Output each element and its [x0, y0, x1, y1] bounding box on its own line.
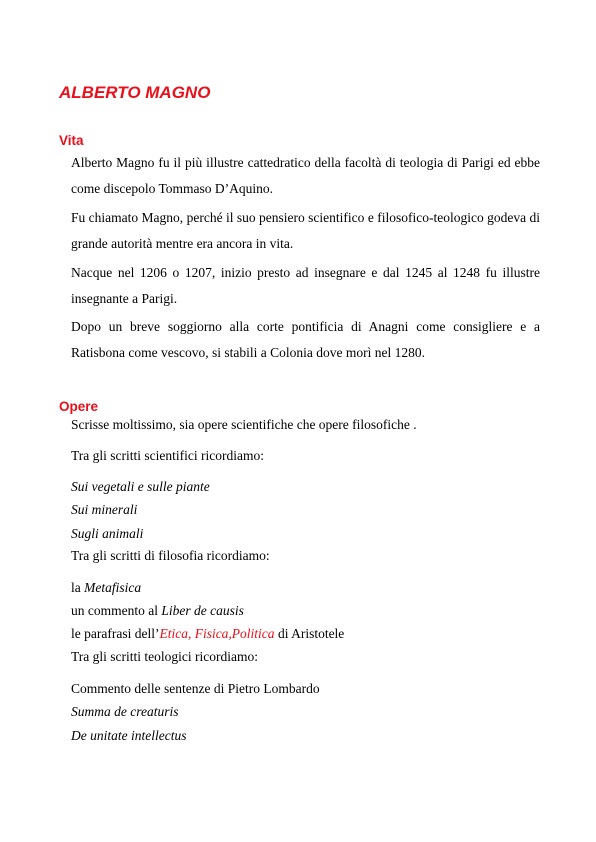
scientifici-item-1: Sui vegetali e sulle piante	[71, 479, 210, 494]
filosofia-item-1	[71, 580, 141, 596]
teologici-item-3: De unitate intellectus	[71, 728, 187, 743]
teologici-label: Tra gli scritti teologici ricordiamo:	[71, 649, 258, 664]
scientifici-item-3: Sugli animali	[71, 526, 144, 541]
opere-intro: Scrisse moltissimo, sia opere scientifiche che opere filosofiche .	[71, 417, 417, 432]
filosofia-item-2	[71, 603, 244, 619]
filosofia-item-3-titles: Etica, Fisica,Politica	[159, 626, 275, 641]
vita-paragraph-4: Dopo un breve soggiorno alla corte pontificia di Anagni come consigliere e a Ratisbona come vescovo, si stabili a Colonia dove morì nel 1280.	[71, 319, 540, 360]
section-heading-vita: Vita	[59, 133, 84, 148]
teologici-item-2: Summa de creaturis	[71, 704, 179, 719]
teologici-item-1: Commento delle sentenze di Pietro Lombardo	[71, 681, 320, 696]
vita-paragraph-3: Nacque nel 1206 o 1207, inizio presto ad insegnare e dal 1245 al 1248 fu illustre insegnante a Parigi.	[71, 265, 540, 306]
filosofia-item-3-suffix: di Aristotele	[274, 626, 345, 641]
scientifici-item-2: Sui minerali	[71, 502, 138, 517]
filosofia-item-2-title: Liber de causis	[161, 603, 244, 618]
filosofia-item-1-title: Metafisica	[84, 580, 142, 595]
filosofia-item-3-prefix: le parafrasi dell’	[71, 626, 160, 641]
filosofia-item-3	[71, 626, 344, 642]
filosofia-label: Tra gli scritti di filosofia ricordiamo:	[71, 548, 270, 563]
filosofia-item-2-prefix: un commento al	[71, 603, 162, 618]
vita-paragraph-2: Fu chiamato Magno, perché il suo pensiero scientifico e filosofico-teologico godeva di grande autorità mentre era ancora in vita.	[71, 210, 540, 251]
filosofia-item-1-prefix: la	[71, 580, 85, 595]
scientifici-label: Tra gli scritti scientifici ricordiamo:	[71, 448, 264, 463]
vita-paragraph-1: Alberto Magno fu il più illustre cattedratico della facoltà di teologia di Parigi ed ebbe come discepolo Tommaso D’Aquino.	[71, 155, 540, 196]
document-title: ALBERTO MAGNO	[59, 83, 211, 102]
section-heading-opere: Opere	[59, 399, 99, 414]
